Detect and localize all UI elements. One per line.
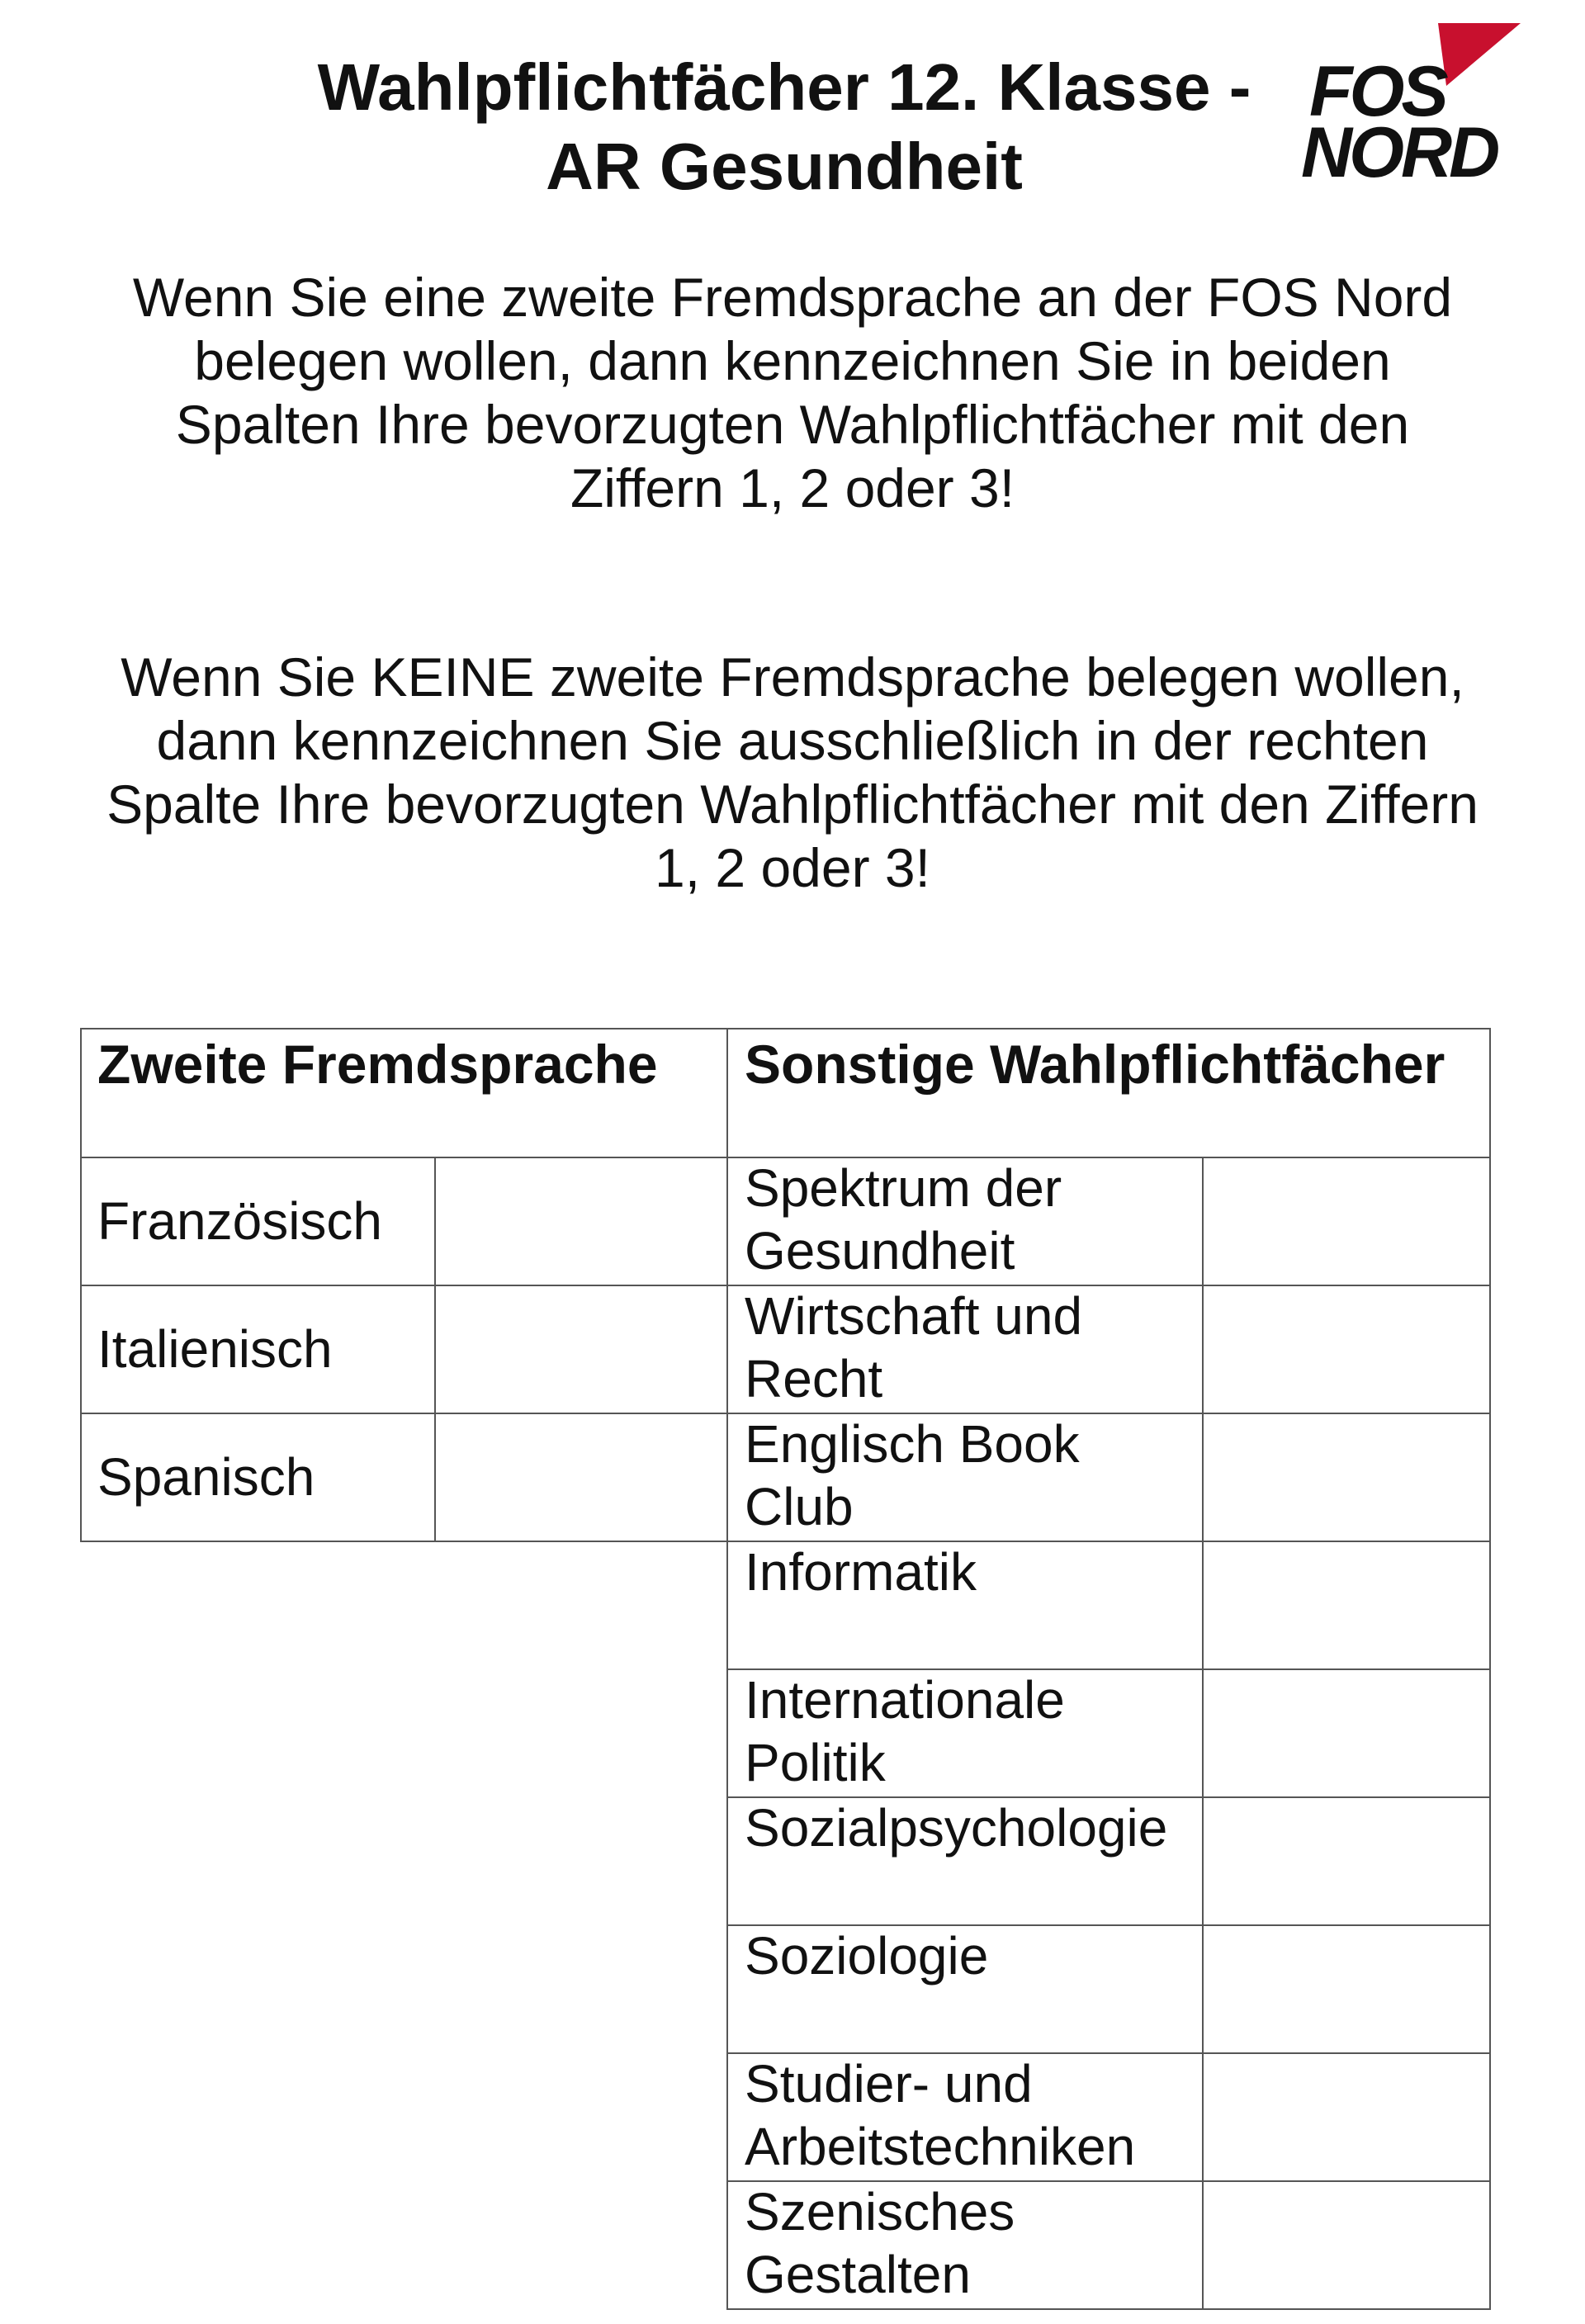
instruction-line: dann kennzeichnen Sie ausschließlich in der rechten	[156, 710, 1429, 771]
instruction-line: 1, 2 oder 3!	[655, 837, 930, 898]
title-line-1: Wahlpflichtfächer 12. Klasse -	[317, 50, 1251, 124]
table-border-right	[1489, 1028, 1491, 2310]
instruction-paragraph-2	[66, 646, 1519, 900]
right-column-header: Sonstige Wahlpflichtfächer	[745, 1034, 1445, 1095]
table-border-left	[80, 1028, 82, 1542]
subject-label	[745, 1285, 1082, 1410]
table-border-top	[80, 1028, 1491, 1029]
logo-text-line-2: NORD	[1301, 113, 1497, 192]
left-column-header: Zweite Fremdsprache	[97, 1034, 658, 1095]
subject-label-line: Politik	[745, 1733, 886, 1792]
subject-label	[745, 1157, 1062, 1282]
subject-label-line: Informatik	[745, 1542, 977, 1602]
subject-label-line: Studier- und	[745, 2054, 1033, 2113]
subject-label-line: Gestalten	[745, 2245, 971, 2304]
subject-label-line: Szenisches	[745, 2182, 1015, 2241]
subject-label-line: Soziologie	[745, 1926, 989, 1986]
subject-choice-cell[interactable]	[1204, 1670, 1489, 1796]
instruction-line: belegen wollen, dann kennzeichnen Sie in beiden	[194, 330, 1391, 391]
subject-label	[745, 1413, 1080, 1538]
subject-label-line: Gesundheit	[745, 1221, 1015, 1280]
instruction-line: Wenn Sie KEINE zweite Fremdsprache belegen wollen,	[121, 646, 1464, 708]
subject-label	[745, 2180, 1015, 2306]
subject-label-line: Spektrum der	[745, 1158, 1062, 1218]
language-choice-cell[interactable]	[436, 1158, 726, 1285]
language-label: Italienisch	[97, 1319, 333, 1379]
language-choice-cell[interactable]	[436, 1286, 726, 1413]
subject-label	[745, 1668, 1065, 1794]
subject-choice-cell[interactable]	[1204, 2054, 1489, 2180]
instruction-line: Wenn Sie eine zweite Fremdsprache an der FOS Nord	[132, 267, 1453, 328]
subject-label-line: Club	[745, 1477, 854, 1536]
logo-text-line-1: FOS	[1309, 52, 1445, 131]
subject-choice-cell[interactable]	[1204, 1158, 1489, 1285]
subject-label-line: Arbeitstechniken	[745, 2117, 1136, 2176]
page-title	[248, 48, 1321, 206]
subject-choice-cell[interactable]	[1204, 1286, 1489, 1413]
subject-label	[745, 1924, 988, 1987]
subject-label	[745, 1796, 1167, 1859]
subject-label-line: Sozialpsychologie	[745, 1798, 1168, 1858]
language-choice-cell[interactable]	[436, 1414, 726, 1541]
column-divider	[726, 1028, 728, 2310]
subject-label-line: Internationale	[745, 1670, 1065, 1730]
subject-choice-cell[interactable]	[1204, 1542, 1489, 1668]
subject-choice-cell[interactable]	[1204, 1926, 1489, 2052]
instruction-line: Spalte Ihre bevorzugten Wahlpflichtfächer mit den Ziffern	[106, 774, 1479, 835]
instruction-paragraph-1	[66, 266, 1519, 520]
subject-label	[745, 1541, 977, 1603]
subject-label	[745, 2052, 1135, 2178]
subject-choice-cell[interactable]	[1204, 1414, 1489, 1541]
instruction-line: Ziffern 1, 2 oder 3!	[570, 457, 1015, 518]
row-divider	[726, 2308, 1491, 2310]
subject-choice-cell[interactable]	[1204, 1798, 1489, 1924]
instruction-line: Spalten Ihre bevorzugten Wahlpflichtfächer mit den	[175, 394, 1410, 455]
subject-choice-cell[interactable]	[1204, 2182, 1489, 2308]
subject-label-line: Recht	[745, 1349, 883, 1408]
language-label: Französisch	[97, 1191, 382, 1251]
language-label: Spanisch	[97, 1447, 315, 1507]
subject-label-line: Englisch Book	[745, 1414, 1080, 1474]
title-line-2: AR Gesundheit	[546, 130, 1023, 203]
fos-nord-logo	[1293, 18, 1540, 192]
subject-label-line: Wirtschaft und	[745, 1286, 1083, 1346]
